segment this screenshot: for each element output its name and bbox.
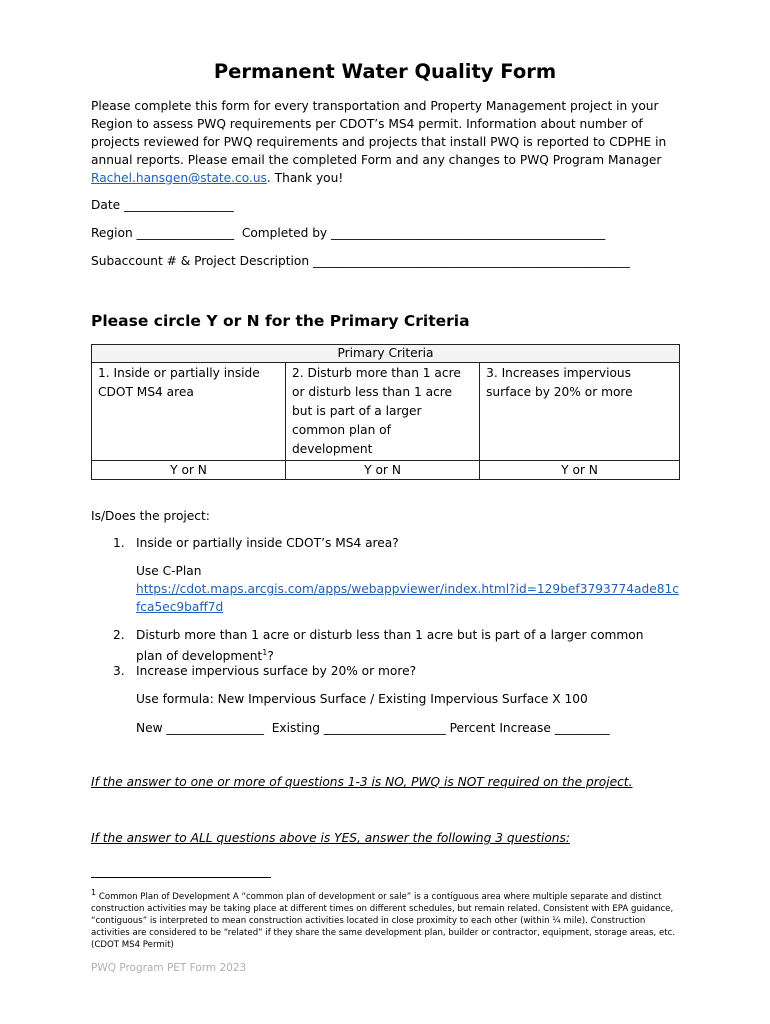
subaccount-field[interactable]: Subaccount # & Project Description ____________________________________________________ — [91, 254, 630, 268]
footnote-marker: 1 — [91, 888, 97, 897]
question-3: Increase impervious surface by 20% or more? — [136, 664, 417, 678]
date-field[interactable]: Date __________________ — [91, 198, 234, 212]
question-2-text: Disturb more than 1 acre or disturb less than 1 acre but is part of a larger common plan of development — [136, 628, 644, 664]
intro-text-end: . Thank you! — [266, 171, 344, 185]
primary-criteria-table — [91, 344, 680, 480]
q3-number: 3. — [113, 664, 125, 678]
primary-criteria-heading: Please circle Y or N for the Primary Criteria — [91, 312, 470, 330]
question-1: Inside or partially inside CDOT’s MS4 area? — [136, 536, 399, 550]
table-header: Primary Criteria — [92, 345, 680, 363]
no-answer-note: If the answer to one or more of questions 1-3 is NO, PWQ is NOT required on the project. — [91, 775, 633, 789]
footnote — [91, 887, 683, 951]
q2-number: 2. — [113, 628, 125, 642]
intro-text: Please complete this form for every transportation and Property Management project in your Region to assess PWQ requirements per CDOT’s MS4 permit. Information about number of projects reviewed for PWQ requirements and projects that install PWQ is reported to CDPHE in annual reports. Please email the completed Form and any changes to PWQ Program Manager — [91, 99, 667, 167]
criterion-3-answer[interactable]: Y or N — [480, 461, 680, 480]
criterion-2-answer[interactable]: Y or N — [286, 461, 480, 480]
question-2 — [136, 626, 666, 665]
cplan-label: Use C-Plan — [136, 564, 202, 578]
yes-answer-note: If the answer to ALL questions above is YES, answer the following 3 questions: — [91, 831, 570, 845]
questions-lead: Is/Does the project: — [91, 509, 210, 523]
criterion-3: 3. Increases impervious surface by 20% or more — [480, 363, 680, 461]
q1-number: 1. — [113, 536, 125, 550]
region-completed-field[interactable]: Region ________________ Completed by _____________________________________________ — [91, 226, 606, 240]
criterion-2: 2. Disturb more than 1 acre or disturb less than 1 acre but is part of a larger common plan of development — [286, 363, 480, 461]
formula-fields[interactable]: New ________________ Existing ____________________ Percent Increase _________ — [136, 721, 610, 735]
criterion-1: 1. Inside or partially inside CDOT MS4 area — [92, 363, 286, 461]
page-footer: PWQ Program PET Form 2023 — [91, 962, 247, 974]
formula-text: Use formula: New Impervious Surface / Existing Impervious Surface X 100 — [136, 692, 588, 706]
intro-paragraph — [91, 97, 681, 187]
footnote-ref: 1 — [262, 648, 268, 657]
question-2-end: ? — [267, 649, 274, 664]
footnote-divider — [91, 877, 271, 878]
footnote-text: Common Plan of Development A “common plan of development or sale” is a contiguous area where multiple separate and distinct construction activities may be taking place at different times on different schedules, but remain related. Consistent with EPA guidance, “contiguous” is interpreted to mean construction activities located in close proximity to each other (within ¼ mile). Construction activities are considered to be “related” if they share the same development plan, builder or contractor, equipment, storage areas, etc. (CDOT MS4 Permit) — [91, 891, 676, 950]
email-link[interactable]: Rachel.hansgen@state.co.us — [91, 171, 267, 185]
page-title: Permanent Water Quality Form — [213, 60, 557, 83]
cplan-link[interactable]: https://cdot.maps.arcgis.com/apps/webappviewer/index.html?id=129bef3793774ade81cfca5ec9baff7d — [136, 582, 679, 614]
criterion-1-answer[interactable]: Y or N — [92, 461, 286, 480]
